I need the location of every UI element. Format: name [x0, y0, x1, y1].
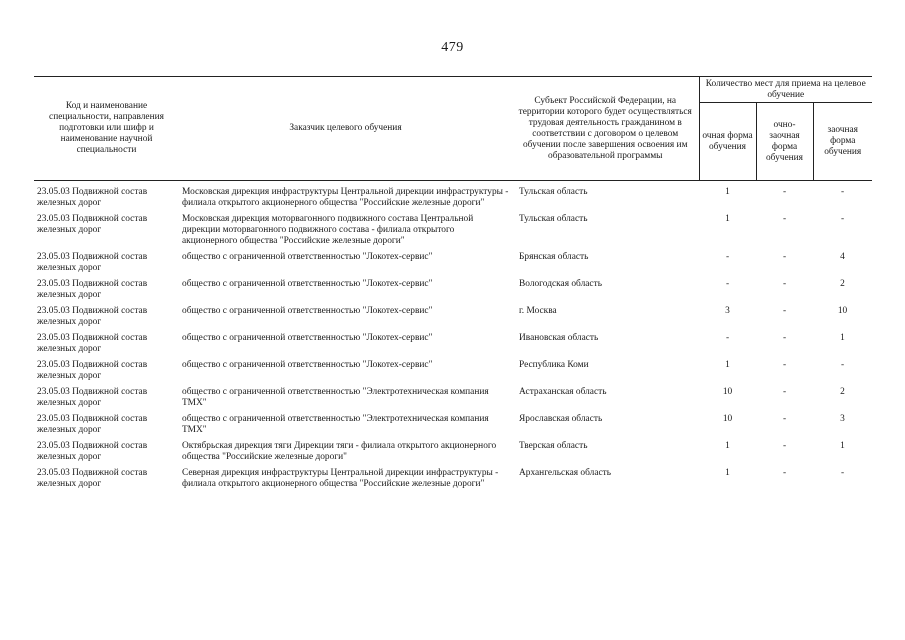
- cell-parttime: -: [782, 414, 787, 424]
- table-row: [34, 213, 872, 251]
- table-body: [34, 181, 872, 495]
- cell-code: 23.05.03 Подвижной состав железных дорог: [37, 441, 148, 462]
- cell-subject: г. Москва: [519, 306, 557, 316]
- cell-code: 23.05.03 Подвижной состав железных дорог: [37, 187, 148, 208]
- cell-subject: Ивановская область: [519, 333, 599, 343]
- table-row: [34, 386, 872, 413]
- header-places-group: Количество мест для приема на целевое обучение: [699, 77, 872, 103]
- cell-fulltime: 1: [725, 214, 730, 224]
- page-number: 479: [441, 40, 464, 55]
- cell-fulltime: 1: [725, 360, 730, 370]
- table-row: [34, 467, 872, 494]
- cell-fulltime: 10: [722, 414, 733, 424]
- cell-extramural: -: [840, 187, 845, 197]
- cell-customer: общество с ограниченной ответственностью "Локотех-сервис": [182, 360, 433, 370]
- cell-parttime: -: [782, 360, 787, 370]
- cell-customer: Московская дирекция моторвагонного подвижного состава Центральной дирекции моторвагонного подвижного состава - филиала открытого акционерного общества "Российские железные дороги": [182, 214, 474, 246]
- cell-extramural: 3: [840, 414, 845, 424]
- cell-extramural: 2: [840, 279, 845, 289]
- cell-code: 23.05.03 Подвижной состав железных дорог: [37, 360, 148, 381]
- cell-subject: Архангельская область: [519, 468, 612, 478]
- cell-extramural: 2: [840, 387, 845, 397]
- table-row: [34, 413, 872, 440]
- cell-code: 23.05.03 Подвижной состав железных дорог: [37, 333, 148, 354]
- table-header: [34, 77, 872, 181]
- cell-parttime: -: [782, 441, 787, 451]
- header-code: Код и наименование специальности, направления подготовки или шифр и наименование научной специальности: [34, 77, 179, 181]
- cell-subject: Астраханская область: [519, 387, 607, 397]
- cell-customer: общество с ограниченной ответственностью "Электротехническая компания ТМХ": [182, 414, 489, 435]
- cell-subject: Республика Коми: [519, 360, 589, 370]
- cell-fulltime: 1: [725, 187, 730, 197]
- cell-extramural: 4: [840, 252, 845, 262]
- cell-customer: общество с ограниченной ответственностью "Локотех-сервис": [182, 333, 433, 343]
- cell-customer: общество с ограниченной ответственностью "Электротехническая компания ТМХ": [182, 387, 489, 408]
- cell-fulltime: 1: [725, 468, 730, 478]
- cell-parttime: -: [782, 333, 787, 343]
- cell-customer: общество с ограниченной ответственностью "Локотех-сервис": [182, 279, 433, 289]
- cell-customer: Северная дирекция инфраструктуры Центральной дирекции инфраструктуры - филиала открытого акционерного общества "Российские железные дороги": [182, 468, 499, 489]
- header-customer: Заказчик целевого обучения: [179, 77, 512, 181]
- table-row: [34, 359, 872, 386]
- cell-parttime: -: [782, 252, 787, 262]
- cell-fulltime: 3: [725, 306, 730, 316]
- table-row: [34, 278, 872, 305]
- cell-fulltime: -: [725, 333, 730, 343]
- cell-extramural: -: [840, 360, 845, 370]
- cell-parttime: -: [782, 468, 787, 478]
- cell-customer: Московская дирекция инфраструктуры Центральной дирекции инфраструктуры - филиала открытого акционерного общества "Российские железные дороги": [182, 187, 509, 208]
- cell-subject: Тульская область: [519, 187, 588, 197]
- cell-code: 23.05.03 Подвижной состав железных дорог: [37, 214, 148, 235]
- cell-code: 23.05.03 Подвижной состав железных дорог: [37, 279, 148, 300]
- cell-code: 23.05.03 Подвижной состав железных дорог: [37, 468, 148, 489]
- table-row: [34, 251, 872, 278]
- cell-customer: общество с ограниченной ответственностью "Локотех-сервис": [182, 306, 433, 316]
- cell-subject: Ярославская область: [519, 414, 603, 424]
- table-row: [34, 440, 872, 467]
- cell-customer: Октябрьская дирекция тяги Дирекции тяги - филиала открытого акционерного общества "Российские железные дороги": [182, 441, 497, 462]
- cell-parttime: -: [782, 187, 787, 197]
- cell-fulltime: 10: [722, 387, 733, 397]
- header-subject: Субъект Российской Федерации, на территории которого будет осуществляться трудовая деятельность гражданином в соответствии с договором о целевом обучении после завершения освоения им образовательной программы: [512, 77, 699, 181]
- cell-extramural: -: [840, 214, 845, 224]
- header-extramural: заочная форма обучения: [813, 103, 872, 181]
- table-row: [34, 332, 872, 359]
- table-row: [34, 181, 872, 214]
- cell-code: 23.05.03 Подвижной состав железных дорог: [37, 306, 148, 327]
- cell-customer: общество с ограниченной ответственностью "Локотех-сервис": [182, 252, 433, 262]
- header-fulltime: очная форма обучения: [699, 103, 756, 181]
- cell-subject: Вологодская область: [519, 279, 602, 289]
- cell-subject: Брянская область: [519, 252, 589, 262]
- cell-parttime: -: [782, 279, 787, 289]
- cell-fulltime: -: [725, 279, 730, 289]
- header-parttime: очно-заочная форма обучения: [756, 103, 813, 181]
- cell-extramural: 10: [837, 306, 848, 316]
- cell-subject: Тульская область: [519, 214, 588, 224]
- table-row: [34, 305, 872, 332]
- cell-extramural: -: [840, 468, 845, 478]
- cell-parttime: -: [782, 306, 787, 316]
- admission-table: [34, 76, 872, 494]
- cell-parttime: -: [782, 214, 787, 224]
- cell-fulltime: 1: [725, 441, 730, 451]
- cell-code: 23.05.03 Подвижной состав железных дорог: [37, 252, 148, 273]
- cell-code: 23.05.03 Подвижной состав железных дорог: [37, 387, 148, 408]
- cell-subject: Тверская область: [519, 441, 588, 451]
- cell-parttime: -: [782, 387, 787, 397]
- cell-code: 23.05.03 Подвижной состав железных дорог: [37, 414, 148, 435]
- cell-extramural: 1: [840, 333, 845, 343]
- cell-fulltime: -: [725, 252, 730, 262]
- cell-extramural: 1: [840, 441, 845, 451]
